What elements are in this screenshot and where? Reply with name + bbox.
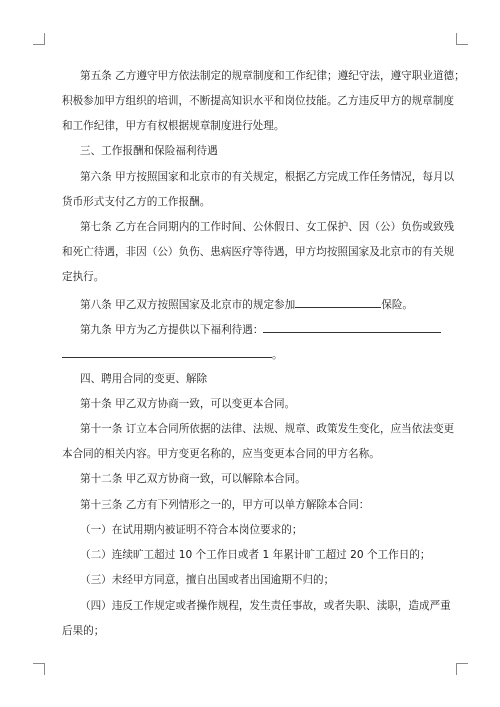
article-9-text: 第九条 甲方为乙方提供以下福利待遇： <box>80 324 264 336</box>
article-5-line-2: 积极参加甲方组织的培训，不断提高知识水平和岗位技能。乙方违反甲方的规章制度 <box>62 95 454 107</box>
crop-mark-bottom-right <box>456 663 468 675</box>
article-9-end: 。 <box>272 349 283 361</box>
article-7-line-2: 和死亡待遇，非因（公）负伤、患病医疗等待遇，甲方均按照国家及北京市的有关规 <box>62 246 454 258</box>
article-12-line: 第十二条 甲乙双方协商一致，可以解除本合同。 <box>80 473 306 485</box>
article-8-text: 第八条 甲乙双方按照国家及北京市的规定参加 <box>80 299 296 311</box>
clause-2: （二）连续旷工超过 10 个工作日或者 1 年累计旷工超过 20 个工作日的； <box>80 549 431 561</box>
clause-4-line-1: （四）违反工作规定或者操作规程，发生责任事故，或者失职、渎职，造成严重 <box>80 600 451 612</box>
article-7-line-3: 定执行。 <box>62 271 105 283</box>
welfare-blank-1 <box>263 321 441 333</box>
article-5-line-1: 第五条 乙方遵守甲方依法制定的规章制度和工作纪律；遵纪守法，遵守职业道德； <box>80 70 465 82</box>
article-9-line-1 <box>80 321 460 337</box>
article-9-line-2 <box>62 346 442 362</box>
crop-mark-top-left <box>33 33 45 45</box>
article-8-line <box>80 296 460 312</box>
article-6-line-1: 第六条 甲方按照国家和北京市的有关规定，根据乙方完成工作任务情况，每月以 <box>80 171 455 183</box>
article-5-line-3: 和工作纪律，甲方有权根据规章制度进行处理。 <box>62 120 285 132</box>
article-11-line-2: 本合同的相关内容。甲方变更名称的，应当变更本合同的甲方名称。 <box>62 448 380 460</box>
article-7-line-1: 第七条 乙方在合同期内的工作时间、公休假日、女工保护、因（公）负伤或致残 <box>80 221 455 233</box>
section-3-heading: 三、工作报酬和保险福利待遇 <box>80 145 218 157</box>
article-11-line-1: 第十一条 订立本合同所依据的法律、法规、规章、政策发生变化，应当依法变更 <box>80 423 455 435</box>
article-6-line-2: 货币形式支付乙方的工作报酬。 <box>62 196 211 208</box>
section-4-heading: 四、聘用合同的变更、解除 <box>80 373 208 385</box>
welfare-blank-2 <box>62 346 272 358</box>
clause-4-line-2: 后果的； <box>62 625 105 637</box>
article-10-line: 第十条 甲乙双方协商一致，可以变更本合同。 <box>80 398 296 410</box>
crop-mark-bottom-left <box>33 663 45 675</box>
clause-3: （三）未经甲方同意，擅自出国或者出国逾期不归的； <box>80 574 335 586</box>
article-13-line: 第十三条 乙方有下列情形之一的，甲方可以单方解除本合同： <box>80 499 370 511</box>
article-8-suffix: 保险。 <box>381 299 414 311</box>
insurance-blank <box>295 296 381 308</box>
clause-1: （一）在试用期内被证明不符合本岗位要求的； <box>80 524 303 536</box>
crop-mark-top-right <box>456 33 468 45</box>
